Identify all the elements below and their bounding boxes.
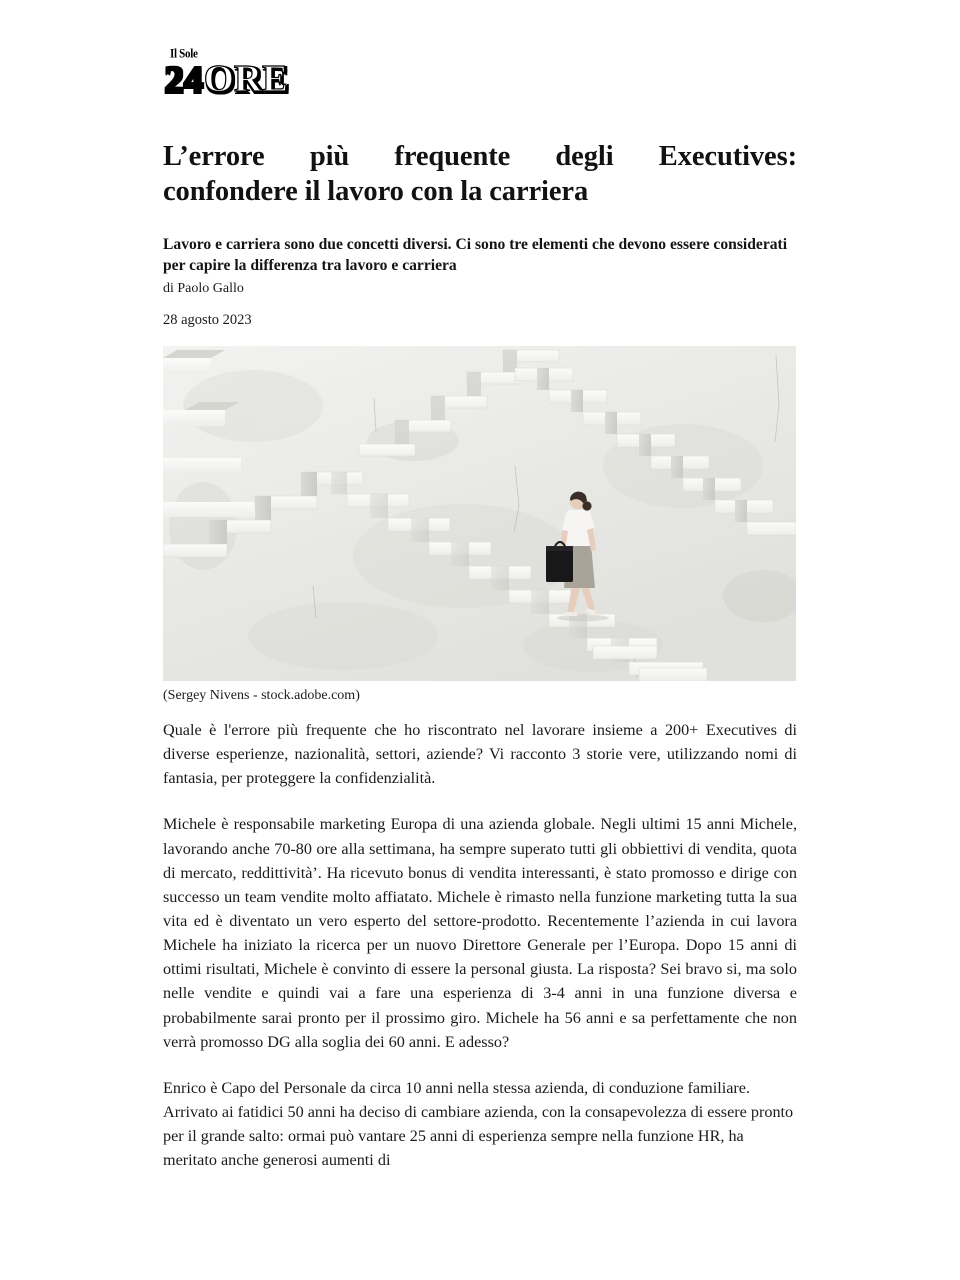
photo-illustration: [163, 346, 796, 681]
logo-number: 24: [163, 58, 202, 100]
headline-line-1: L’errore più frequente degli Executives:: [163, 141, 797, 172]
article-date: 28 agosto 2023: [163, 312, 252, 328]
headline-line-2: confondere il lavoro con la carriera: [163, 175, 589, 207]
article-standfirst: Lavoro e carriera sono due concetti diversi. Ci sono tre elementi che devono essere considerati per capire la differenza tra lavoro e carriera: [163, 236, 788, 275]
publication-logo: [163, 47, 303, 100]
article-headline: [163, 140, 797, 210]
logo-24ore-text: [163, 58, 288, 100]
logo-word: ORE: [203, 58, 288, 100]
body-paragraph: Michele è responsabile marketing Europa di una azienda globale. Negli ultimi 15 anni Michele, lavorando anche 70-80 ore alla settimana, ha sempre superato tutti gli obbiettivi di vendita, quota di mercato, reddittività’. Ha ricevuto bonus di vendita interessanti, è stato promosso e dirige con successo un team vendite molto affiatato. Michele è rimasto nella funzione marketing tutta la sua vita ed è diventato un vero esperto del settore-prodotto. Recentemente l’azienda in cui lavora Michele ha iniziato la ricerca per un nuovo Direttore Generale per l’Europa. Dopo 15 anni di ottimi risultati, Michele è convinto di essere la personal giusta. La risposta? Sei bravo si, ma solo nelle vendite e quindi vai a fare una esperienza di 3-4 anni in una funzione diversa e probabilmente sarai pronto per il prossimo giro. Michele ha 56 anni e sa perfettamente che non verrà promosso DG alla soglia dei 60 anni. E adesso?: [163, 815, 797, 1051]
article-photo: [163, 346, 796, 681]
article-body: [163, 718, 797, 1172]
body-paragraph: Quale è l'errore più frequente che ho riscontrato nel lavorare insieme a 200+ Executives di diverse esperienze, nazionalità, settori, aziende? Vi racconto 3 storie vere, utilizzando nomi di fantasia, per proteggere la confidenzialità.: [163, 721, 797, 788]
article-figure: [163, 346, 796, 705]
body-paragraph: Enrico è Capo del Personale da circa 10 anni nella stessa azienda, di conduzione familiare. Arrivato ai fatidici 50 anni ha deciso di cambiare azienda, con la consapevolezza di essere pronto per il grande salto: ormai può vantare 25 anni di esperienza sempre nella funzione HR, ha meritato anche generosi aumenti di: [163, 1078, 794, 1170]
logo-ilsole-text: Il Sole: [170, 47, 198, 61]
article-byline: di Paolo Gallo: [163, 281, 244, 296]
figure-caption: (Sergey Nivens - stock.adobe.com): [163, 688, 360, 703]
